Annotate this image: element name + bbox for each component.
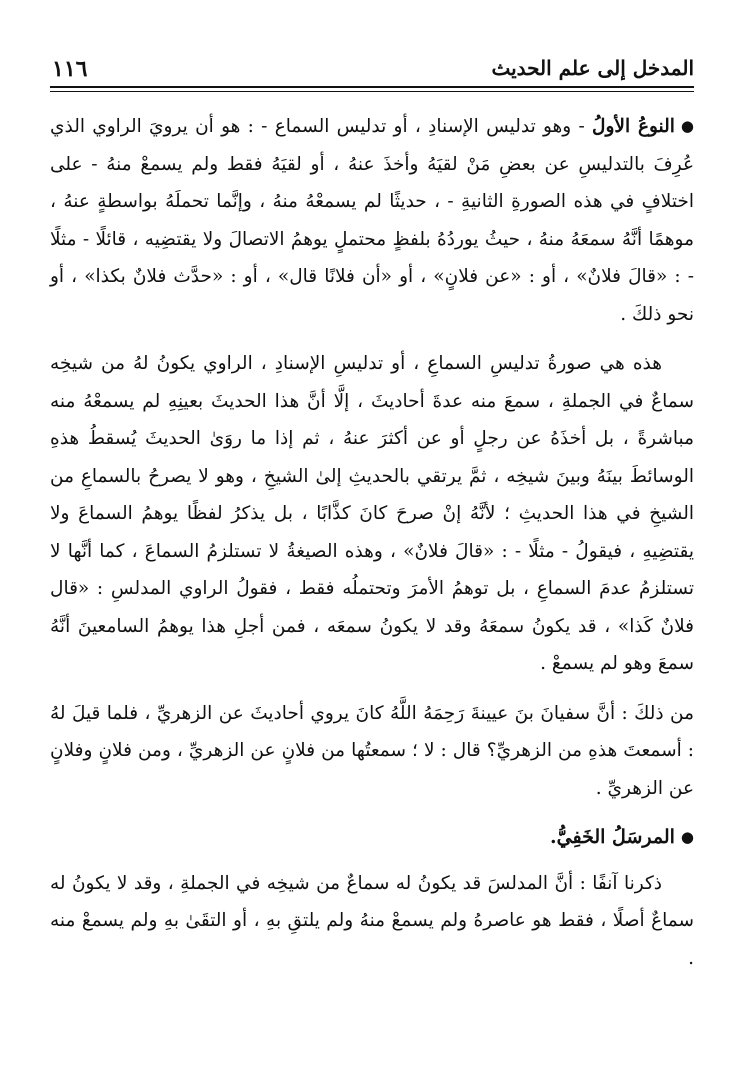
bullet-icon: ● xyxy=(680,117,694,135)
paragraph-text: - وهو تدليس الإسنادِ ، أو تدليس السماع - : هو أن يرويَ الراوي الذي عُرِفَ بالتدليسِ عن بعضِ مَنْ لقيَهُ وأخذَ عنهُ ، أو لقيَهُ فقط ولم يسمعْ منهُ - على اختلافٍ في هذه الصورةِ الثانيةِ - ، حديثًا لم يسمعْهُ منهُ ، وإنَّما تحملَهُ بواسطةٍ عنهُ ، موهمًا أنَّهُ سمعَهُ منهُ ، حيثُ يوردُهُ بلفظٍ محتملٍ يوهمُ الاتصالَ ولا يقتضِيه ، قائلًا - مثلًا - : «قالَ فلانٌ» ، أو : «عن فلانٍ» ، أو «أن فلانًا قال» ، أو : «حدَّث فلانٌ بكذا» ، أو نحو ذلكَ . xyxy=(50,116,694,325)
bullet-icon: ● xyxy=(680,828,694,846)
section-lead: النوعُ الأولُ xyxy=(592,116,675,137)
paragraph-first-type xyxy=(50,108,694,333)
header-rule-thin xyxy=(50,91,694,92)
document-body xyxy=(50,108,694,977)
section-heading-mursal-khafi xyxy=(50,819,694,857)
page-header xyxy=(50,50,694,86)
paragraph-text: هذه هي صورةُ تدليسِ السماعِ ، أو تدليسِ الإسنادِ ، الراوي يكونُ لهُ من شيخِه سماعٌ في الجملةِ ، سمعَ منه عدةَ أحاديثَ ، إلَّا أنَّ هذا الحديثَ بعينِهِ لم يسمعْهُ منه مباشرةً ، بل أخذَهُ عن رجلٍ أو عن أكثرَ عنهُ ، ثم إذا ما روَىٰ الحديثَ يُسقطُ هذهِ الوسائطَ بينَهُ وبينَ شيخِه ، ثمَّ يرتقي بالحديثِ إلىٰ الشيخِ ، وهو لا يصرحُ بالسماعِ من الشيخِ في هذا الحديثِ ؛ لأنَّهُ إنْ صرحَ كانَ كذَّابًا ، بل يذكرُ لفظًا يوهمُ السماعَ ولا يقتضِيهِ ، فيقولُ - مثلًا - : «قالَ فلانٌ» ، وهذه الصيغةُ لا تستلزمُ السماعَ ، كما أنَّها لا تستلزمُ عدمَ السماعِ ، بل توهمُ الأمرَ وتحتملُه فقط ، فقولُ الراوي المدلسِ : «قال فلانٌ كَذا» ، قد يكونُ سمعَهُ وقد لا يكونُ سمعَه ، فمن أجلِ هذا يوهمُ السامعينَ أنَّهُ سمعَ وهو لم يسمعْ . xyxy=(50,353,694,674)
paragraph-example xyxy=(50,695,694,808)
document-page xyxy=(50,50,694,1040)
header-rule-thick xyxy=(50,86,694,88)
paragraph-text: من ذلكَ : أنَّ سفيانَ بنَ عيينةَ رَحِمَهُ اللَّهُ كانَ يروي أحاديثَ عن الزهريِّ ، فلما قيلَ لهُ : أسمعتَ هذهِ من الزهريِّ؟ قال : لا ؛ سمعتُها من فلانٍ عن الزهريِّ ، ومن فلانٍ وفلانٍ عن الزهريِّ . xyxy=(50,702,694,799)
running-title: المدخل إلى علم الحديث xyxy=(491,56,694,80)
paragraph-mursal-khafi xyxy=(50,865,694,978)
heading-text: المرسَلُ الخَفِيُّ. xyxy=(550,826,675,848)
page-number: ١١٦ xyxy=(52,56,88,82)
paragraph-explanation xyxy=(50,345,694,683)
paragraph-text: ذكرنا آنفًا : أنَّ المدلسَ قد يكونُ له سماعٌ من شيخِه في الجملةِ ، وقد لا يكونُ له سماعٌ أصلًا ، فقط هو عاصرهُ ولم يسمعْ منهُ ولم يلتقِ بهِ ، أو التقَىٰ بهِ ولم يسمعْ منه . xyxy=(50,872,694,969)
